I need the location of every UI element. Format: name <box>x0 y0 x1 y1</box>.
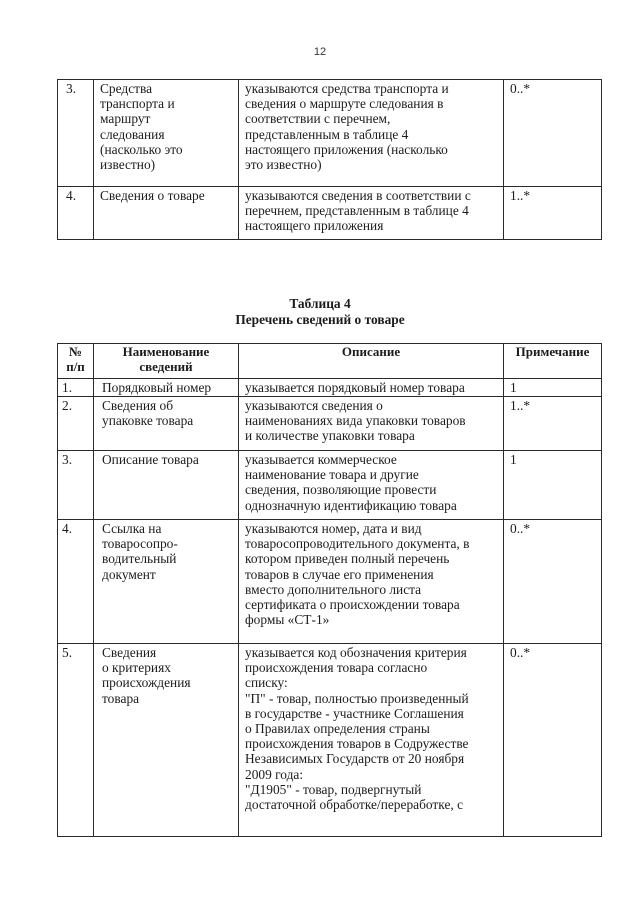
row-note: 1 <box>504 379 602 397</box>
goods-info-table <box>57 343 602 837</box>
row-description: указывается коммерческое наименование товара и другие сведения, позволяющие провести однозначную идентификацию товара <box>239 451 504 520</box>
table-row <box>58 397 602 451</box>
header-note: Примечание <box>504 344 602 379</box>
row-name: Ссылка на товаросопро- водительный документ <box>94 520 239 644</box>
row-name: Средства транспорта и маршрут следования (насколько это известно) <box>94 80 239 187</box>
table-row <box>58 187 602 240</box>
row-number: 3. <box>58 80 94 187</box>
row-note: 1..* <box>504 187 602 240</box>
row-number: 1. <box>58 379 94 397</box>
row-note: 0..* <box>504 644 602 837</box>
row-description: указывается порядковый номер товара <box>239 379 504 397</box>
row-number: 2. <box>58 397 94 451</box>
table-row <box>58 379 602 397</box>
page-number: 12 <box>313 46 327 58</box>
header-number: № п/п <box>58 344 94 379</box>
table-row <box>58 520 602 644</box>
continuation-table <box>57 79 602 240</box>
header-name: Наименование сведений <box>94 344 239 379</box>
row-name: Сведения о товаре <box>94 187 239 240</box>
row-name: Порядковый номер <box>94 379 239 397</box>
table-row <box>58 451 602 520</box>
table-header-row <box>58 344 602 379</box>
table-caption-title: Перечень сведений о товаре <box>235 312 405 327</box>
row-description: указываются сведения о наименованиях вида упаковки товаров и количестве упаковки товара <box>239 397 504 451</box>
row-number: 4. <box>58 520 94 644</box>
row-description: указываются средства транспорта и сведения о маршруте следования в соответствии с перечнем, представленным в таблице 4 настоящего приложения (насколько это известно) <box>239 80 504 187</box>
table-caption-number: Таблица 4 <box>289 296 351 311</box>
row-note: 1..* <box>504 397 602 451</box>
row-name: Сведения о критериях происхождения товара <box>94 644 239 837</box>
row-description: указываются номер, дата и вид товаросопроводительного документа, в котором приведен полный перечень товаров в случае его применения вместо дополнительного листа сертификата о происхождении товара формы «СТ-1» <box>239 520 504 644</box>
row-number: 4. <box>58 187 94 240</box>
row-note: 0..* <box>504 80 602 187</box>
row-note: 0..* <box>504 520 602 644</box>
row-note: 1 <box>504 451 602 520</box>
row-name: Описание товара <box>94 451 239 520</box>
row-description: указываются сведения в соответствии с перечнем, представленным в таблице 4 настоящего приложения <box>239 187 504 240</box>
row-description: указывается код обозначения критерия происхождения товара согласно списку: "П" - товар, полностью произведенный в государстве - участнике Соглашения о Правилах определения страны происхождения товаров в Содружестве Независимых Государств от 20 ноября 2009 года: "Д1905" - товар, подвергнутый достаточной обработке/переработке, с <box>239 644 504 837</box>
row-number: 3. <box>58 451 94 520</box>
header-description: Описание <box>239 344 504 379</box>
row-number: 5. <box>58 644 94 837</box>
table-row <box>58 644 602 837</box>
table-row <box>58 80 602 187</box>
row-name: Сведения об упаковке товара <box>94 397 239 451</box>
